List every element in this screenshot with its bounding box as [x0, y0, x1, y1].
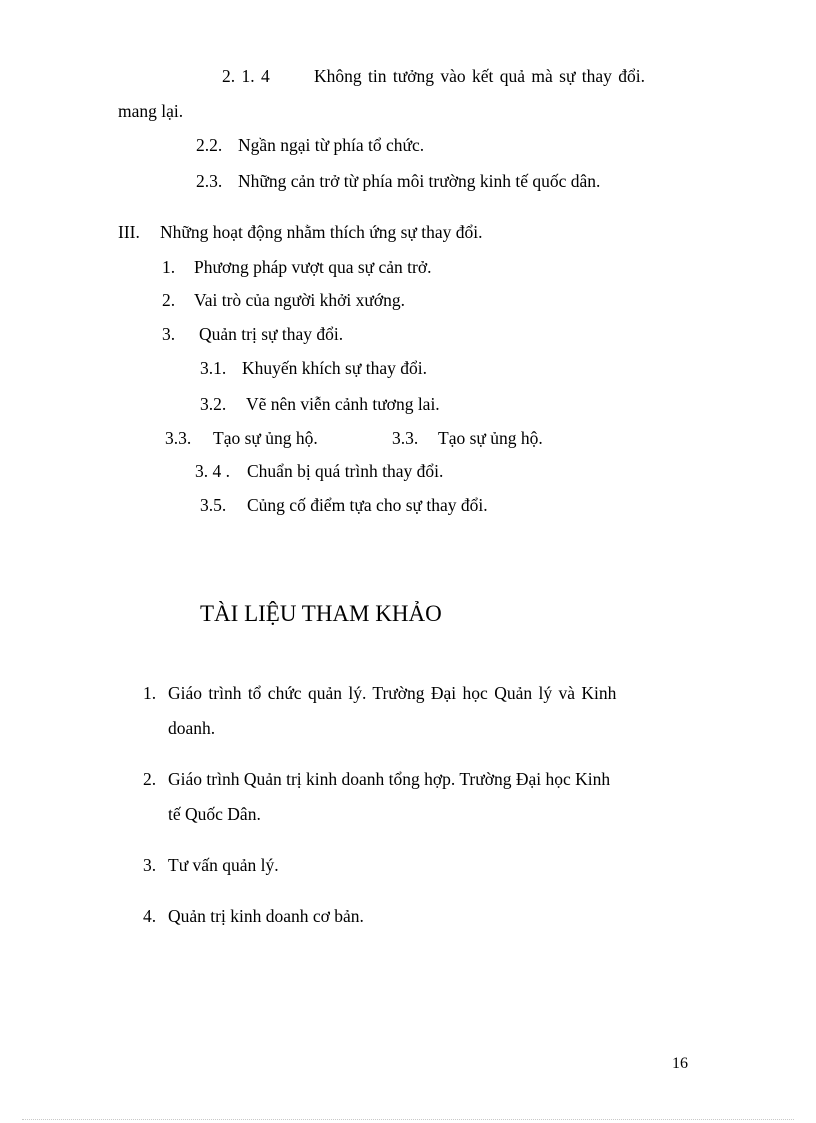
outline-text: Tạo sự ủng hộ. [438, 428, 543, 448]
outline-text: Phương pháp vượt qua sự cản trở. [194, 257, 432, 277]
outline-number: 3.1. [200, 358, 227, 378]
outline-text: Vai trò của người khởi xướng. [194, 290, 406, 310]
outline-item-3-4 [195, 460, 443, 482]
reference-item-1 [143, 682, 616, 704]
outline-item-3-3-duplicate [392, 427, 543, 449]
outline-item-1 [162, 256, 432, 278]
outline-item-3-2 [200, 393, 440, 415]
outline-text: Không tin tưởng vào kết quả mà sự thay đổi. [314, 66, 646, 86]
outline-number: 3.3. [392, 428, 419, 448]
reference-item-4 [143, 905, 364, 927]
outline-text: Tạo sự ủng hộ. [213, 428, 318, 448]
outline-number: 2. [162, 290, 176, 310]
outline-number: 3. [162, 324, 176, 344]
reference-item-2-continuation: tế Quốc Dân. [168, 804, 261, 824]
outline-text: Chuẩn bị quá trình thay đổi. [247, 461, 444, 481]
reference-number: 4. [143, 906, 157, 926]
reference-number: 1. [143, 683, 157, 703]
outline-item-2-1-4-continuation: mang lại. [118, 101, 184, 121]
outline-number: 2. 1. 4 [222, 66, 270, 86]
reference-text: Tư vấn quản lý. [168, 855, 279, 875]
outline-number: 3.5. [200, 495, 227, 515]
outline-number: 2.3. [196, 171, 223, 191]
outline-section-iii [118, 221, 483, 243]
outline-item-2 [162, 289, 405, 311]
outline-text: Vẽ nên viễn cảnh tương lai. [246, 394, 440, 414]
references-title: TÀI LIỆU THAM KHẢO [200, 601, 442, 626]
outline-text: Khuyến khích sự thay đổi. [242, 358, 427, 378]
outline-item-3-5 [200, 494, 488, 516]
outline-text: Củng cố điểm tựa cho sự thay đổi. [247, 495, 488, 515]
reference-number: 3. [143, 855, 157, 875]
outline-item-2-1-4 [222, 65, 645, 87]
outline-number: 1. [162, 257, 176, 277]
page-number: 16 [672, 1055, 688, 1072]
reference-item-3 [143, 854, 279, 876]
reference-item-2 [143, 768, 610, 790]
outline-number: 3.2. [200, 394, 227, 414]
outline-number: 3.3. [165, 428, 192, 448]
outline-item-3 [162, 323, 343, 345]
outline-number: 2.2. [196, 135, 223, 155]
outline-text: Những hoạt động nhằm thích ứng sự thay đổi. [160, 222, 483, 242]
outline-text: Những cản trở từ phía môi trường kinh tế quốc dân. [238, 171, 601, 191]
outline-number: 3. 4 . [195, 461, 230, 481]
footer-divider [22, 1119, 794, 1120]
reference-item-1-continuation: doanh. [168, 718, 216, 738]
outline-text: Quản trị sự thay đổi. [199, 324, 344, 344]
reference-text: Giáo trình tổ chức quản lý. Trường Đại học Quản lý và Kinh [168, 683, 617, 703]
reference-number: 2. [143, 769, 157, 789]
outline-number: III. [118, 222, 140, 242]
outline-item-2-3 [196, 170, 600, 192]
outline-item-2-2 [196, 134, 424, 156]
outline-item-3-1 [200, 357, 427, 379]
reference-text: Giáo trình Quản trị kinh doanh tổng hợp. Trường Đại học Kinh [168, 769, 611, 789]
reference-text: Quản trị kinh doanh cơ bản. [168, 906, 364, 926]
outline-text: Ngần ngại từ phía tổ chức. [238, 135, 425, 155]
outline-item-3-3 [165, 427, 318, 449]
